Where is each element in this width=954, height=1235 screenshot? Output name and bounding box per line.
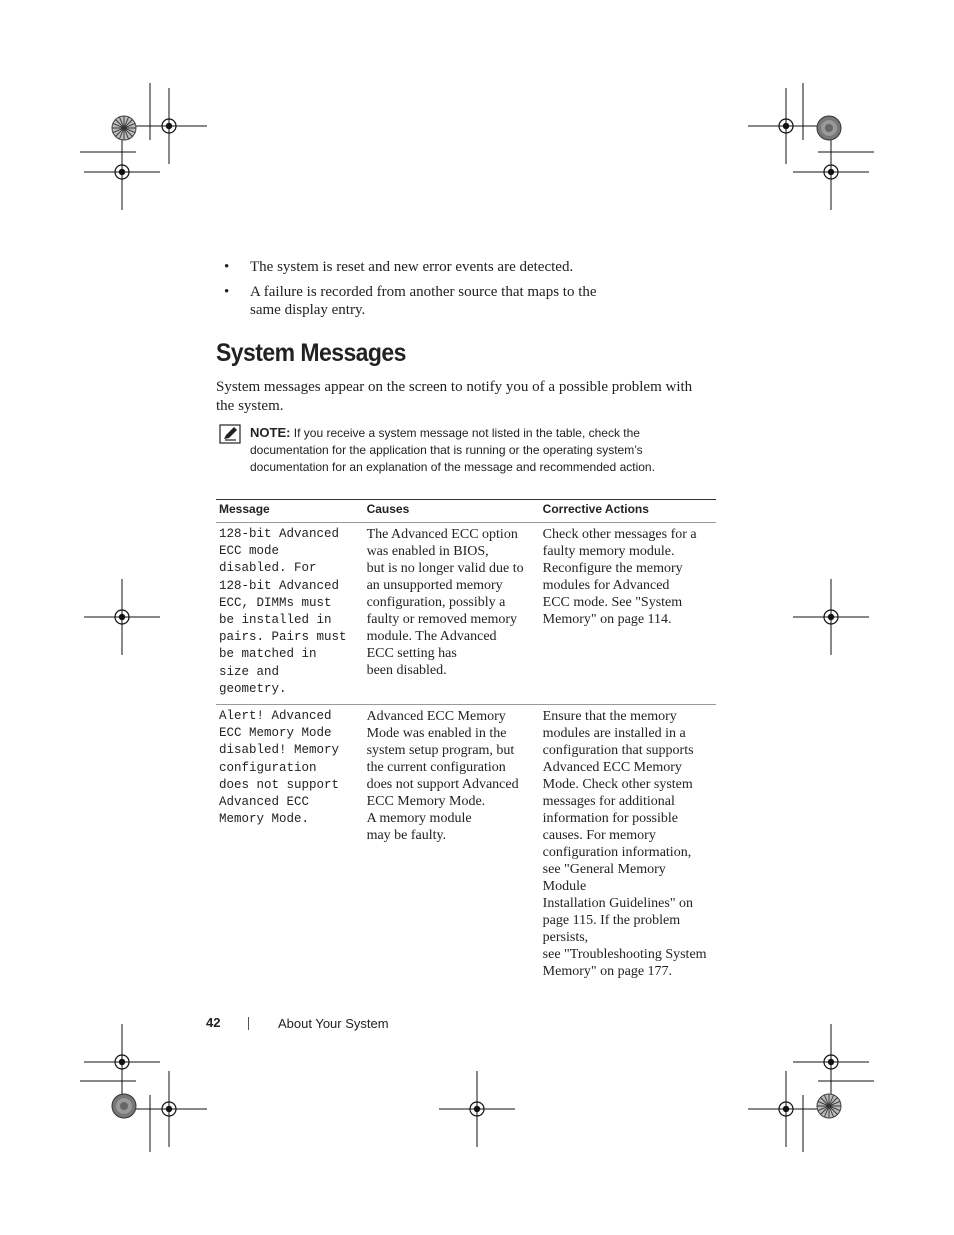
causes-cell: Advanced ECC Memory Mode was enabled in the system setup program, but the current configuration does not support Advanced ECC Memory Mode. A memory module may be faulty.	[366, 709, 519, 844]
footer-divider	[248, 1017, 249, 1030]
crop-mark-left-middle	[84, 579, 160, 655]
system-messages-table	[216, 499, 716, 986]
crop-mark-right-middle	[793, 579, 869, 655]
crop-mark-top-right	[748, 83, 874, 210]
list-item-text: The system is reset and new error events are detected.	[250, 259, 574, 275]
list-item	[222, 258, 642, 276]
footer-section-title: About Your System	[278, 1016, 389, 1031]
message-cell: Alert! Advanced ECC Memory Mode disabled! Memory configuration does not support Advanced ECC Memory Mode.	[219, 709, 340, 827]
note-block	[250, 424, 710, 476]
column-header-causes: Causes	[364, 500, 540, 523]
table-row	[216, 523, 716, 705]
table-row	[216, 705, 716, 987]
bullet-glyph: •	[224, 284, 230, 300]
crop-mark-bottom-center	[439, 1071, 515, 1147]
column-header-corrective-actions: Corrective Actions	[540, 500, 716, 523]
note-pencil-icon	[219, 424, 241, 444]
causes-cell: The Advanced ECC option was enabled in BIOS, but is no longer valid due to an unsupported memory configuration, possibly a faulty or removed memory module. The Advanced ECC setting has been disabled.	[364, 523, 540, 705]
crop-mark-bottom-right	[748, 1024, 874, 1152]
intro-paragraph: System messages appear on the screen to notify you of a possible problem with the system.	[216, 379, 693, 414]
note-text: If you receive a system message not listed in the table, check the documentation for the application that is running or the operating system’s documentation for an explanation of the message and recommended action.	[250, 426, 655, 474]
crop-mark-top-left	[80, 83, 207, 210]
bullet-glyph: •	[224, 259, 230, 275]
bullet-list	[222, 258, 642, 326]
page-number: 42	[206, 1015, 221, 1030]
actions-cell: Check other messages for a faulty memory module. Reconfigure the memory modules for Advanced ECC mode. See "System Memory" on page 114.	[540, 523, 716, 705]
actions-cell: Ensure that the memory modules are installed in a configuration that supports Advanced ECC Memory Mode. Check other system messages for additional information for possible causes. For memory configuration information, see "General Memory Module Installation Guidelines" on page 115. If the problem persists, see "Troubleshooting System Memory" on page 177.	[542, 709, 707, 980]
message-cell: 128-bit Advanced ECC mode disabled. For 128-bit Advanced ECC, DIMMs must be installed in pairs. Pairs must be matched in size and geometry.	[216, 523, 364, 705]
table-header-row	[216, 500, 716, 523]
crop-mark-bottom-left	[80, 1024, 207, 1152]
note-label: NOTE:	[250, 425, 291, 440]
list-item	[222, 283, 642, 319]
column-header-message: Message	[216, 500, 364, 523]
list-item-text: A failure is recorded from another source that maps to the same display entry.	[250, 284, 597, 318]
page-title: System Messages	[216, 339, 406, 367]
